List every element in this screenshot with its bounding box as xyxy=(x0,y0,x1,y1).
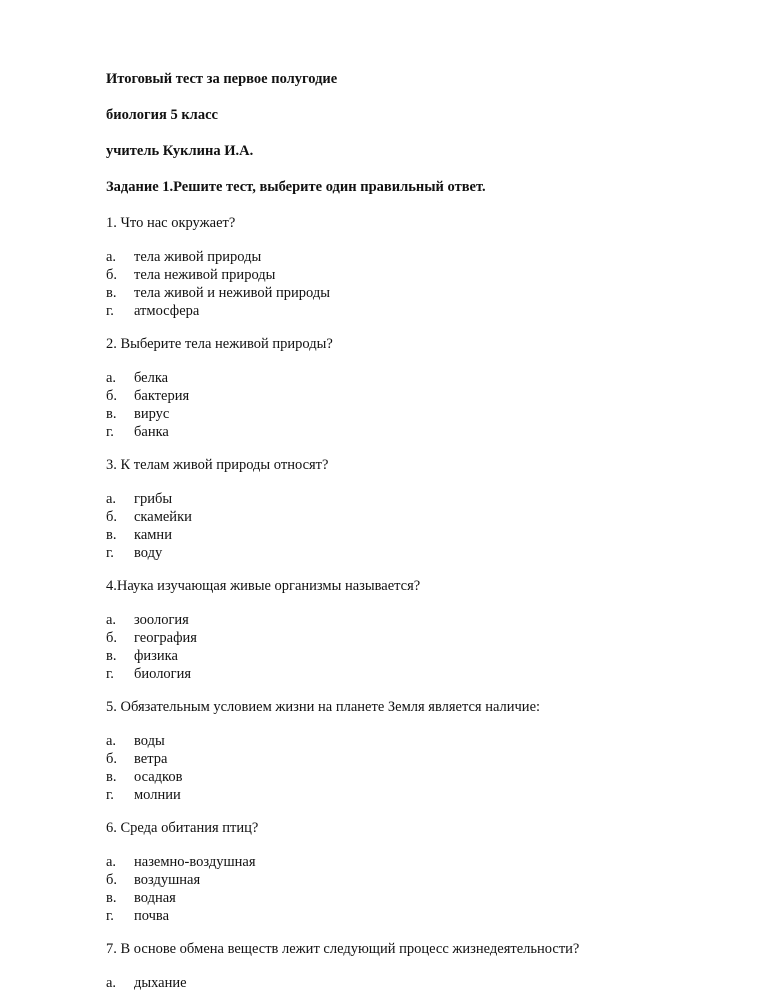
option-letter: в. xyxy=(106,406,117,422)
option-text: белка xyxy=(134,370,169,386)
question-5: 5. Обязательным условием жизни на планете Земля является наличие: xyxy=(106,699,541,715)
option-2b xyxy=(106,387,706,405)
option-1b xyxy=(106,266,706,284)
question-4: 4.Наука изучающая живые организмы называется? xyxy=(106,578,421,594)
question-6: 6. Среда обитания птиц? xyxy=(106,820,259,836)
option-text: тела живой природы xyxy=(134,249,262,265)
option-text: воду xyxy=(134,545,163,561)
option-text: осадков xyxy=(134,769,183,785)
question-2-options xyxy=(106,369,706,441)
option-text: биология xyxy=(134,666,192,682)
option-letter: а. xyxy=(106,733,117,749)
option-7a xyxy=(106,974,706,992)
option-6c xyxy=(106,889,706,907)
option-text: вирус xyxy=(134,406,170,422)
option-letter: г. xyxy=(106,787,114,803)
option-text: наземно-воздушная xyxy=(134,854,256,870)
question-1: 1. Что нас окружает? xyxy=(106,215,236,231)
option-text: атмосфера xyxy=(134,303,200,319)
option-letter: б. xyxy=(106,267,118,283)
option-letter: б. xyxy=(106,751,118,767)
question-5-options xyxy=(106,732,706,804)
option-letter: в. xyxy=(106,648,117,664)
option-letter: а. xyxy=(106,249,117,265)
option-text: банка xyxy=(134,424,169,440)
document-teacher: учитель Куклина И.А. xyxy=(106,143,254,159)
option-letter: а. xyxy=(106,491,117,507)
option-5d xyxy=(106,786,706,804)
option-letter: б. xyxy=(106,509,118,525)
question-1-options xyxy=(106,248,706,320)
document-title: Итоговый тест за первое полугодие xyxy=(106,71,338,87)
option-text: зоология xyxy=(134,612,189,628)
option-letter: б. xyxy=(106,630,118,646)
option-4a xyxy=(106,611,706,629)
option-text: грибы xyxy=(134,491,173,507)
option-1c xyxy=(106,284,706,302)
option-4c xyxy=(106,647,706,665)
option-letter: г. xyxy=(106,545,114,561)
option-text: тела неживой природы xyxy=(134,267,276,283)
option-letter: в. xyxy=(106,769,117,785)
question-7: 7. В основе обмена веществ лежит следующий процесс жизнедеятельности? xyxy=(106,941,580,957)
option-text: воды xyxy=(134,733,165,749)
option-letter: г. xyxy=(106,908,114,924)
option-letter: г. xyxy=(106,303,114,319)
option-text: скамейки xyxy=(134,509,192,525)
option-3b xyxy=(106,508,706,526)
option-1a xyxy=(106,248,706,266)
option-text: воздушная xyxy=(134,872,201,888)
option-text: физика xyxy=(134,648,178,664)
question-4-options xyxy=(106,611,706,683)
option-text: ветра xyxy=(134,751,168,767)
option-5a xyxy=(106,732,706,750)
option-text: дыхание xyxy=(134,975,187,991)
option-4d xyxy=(106,665,706,683)
option-3a xyxy=(106,490,706,508)
option-3c xyxy=(106,526,706,544)
option-5c xyxy=(106,768,706,786)
option-6d xyxy=(106,907,706,925)
option-6a xyxy=(106,853,706,871)
option-letter: а. xyxy=(106,612,117,628)
option-letter: а. xyxy=(106,975,117,991)
option-letter: б. xyxy=(106,872,118,888)
task-heading: Задание 1.Решите тест, выберите один правильный ответ. xyxy=(106,179,486,195)
question-3-options xyxy=(106,490,706,562)
option-text: камни xyxy=(134,527,172,543)
option-3d xyxy=(106,544,706,562)
option-letter: в. xyxy=(106,890,117,906)
option-letter: в. xyxy=(106,527,117,543)
option-text: тела живой и неживой природы xyxy=(134,285,330,301)
question-3: 3. К телам живой природы относят? xyxy=(106,457,329,473)
option-6b xyxy=(106,871,706,889)
option-text: бактерия xyxy=(134,388,190,404)
option-letter: г. xyxy=(106,424,114,440)
question-6-options xyxy=(106,853,706,925)
document-subject: биология 5 класс xyxy=(106,107,218,123)
option-2a xyxy=(106,369,706,387)
option-letter: а. xyxy=(106,370,117,386)
option-5b xyxy=(106,750,706,768)
document-page xyxy=(106,70,706,992)
option-1d xyxy=(106,302,706,320)
option-letter: а. xyxy=(106,854,117,870)
option-2d xyxy=(106,423,706,441)
option-4b xyxy=(106,629,706,647)
option-text: география xyxy=(134,630,197,646)
question-2: 2. Выберите тела неживой природы? xyxy=(106,336,333,352)
option-letter: в. xyxy=(106,285,117,301)
option-text: водная xyxy=(134,890,176,906)
question-7-options xyxy=(106,974,706,992)
option-text: почва xyxy=(134,908,170,924)
option-text: молнии xyxy=(134,787,181,803)
option-letter: б. xyxy=(106,388,118,404)
option-2c xyxy=(106,405,706,423)
option-letter: г. xyxy=(106,666,114,682)
